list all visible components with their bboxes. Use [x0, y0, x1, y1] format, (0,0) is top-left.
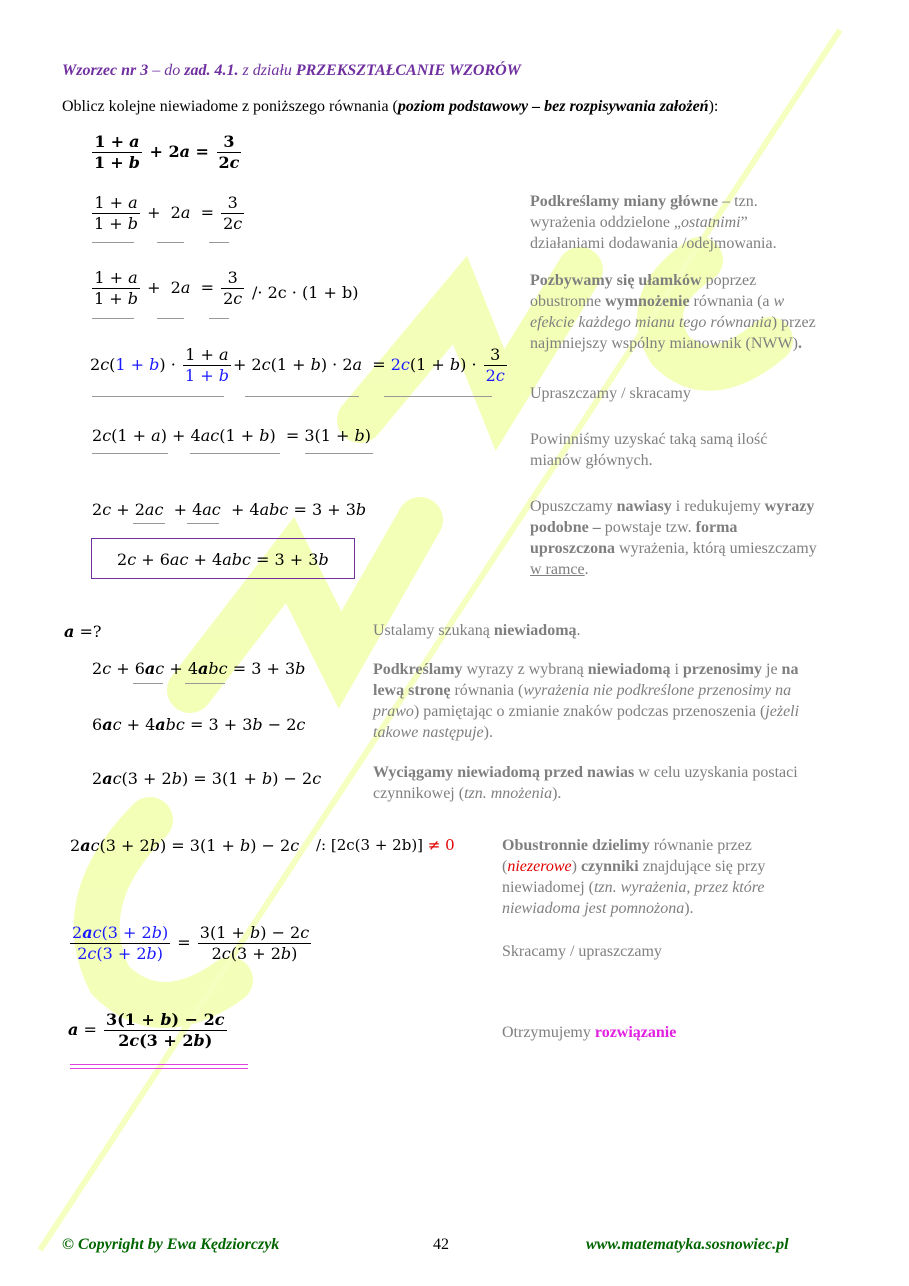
note-text: ” działaniami dodawania /odejmowania. [530, 214, 777, 252]
note-italic: jeżeli takowe następuje [373, 703, 800, 741]
note-result [502, 1022, 676, 1043]
unknown-var: a [64, 622, 75, 641]
note-text: ). [483, 724, 493, 741]
note-bold: przenosimy [682, 661, 762, 678]
note-text: – tzn. wyrażenia oddzielone „ [530, 193, 758, 231]
note-text: ). [684, 900, 694, 917]
nonzero-condition: ≠ 0 [423, 836, 455, 854]
note-bold: Podkreślamy [373, 661, 463, 678]
solution-label: rozwiązanie [594, 1024, 677, 1041]
note-text: ). [552, 785, 562, 802]
intro-instruction [62, 98, 718, 116]
equation-open-brackets: 2c + 2ac + 4ac + 4abc = 3 + 3b [92, 500, 367, 519]
underline-mark [92, 396, 224, 397]
note-bold: Wyciągamy niewiadomą przed nawias [373, 764, 635, 781]
underline-mark [384, 396, 492, 397]
equation-factored: 2ac(3 + 2b) = 3(1 + b) − 2c [92, 769, 322, 788]
note-bold: Podkreślamy miany główne [530, 193, 719, 210]
unknown-label [64, 622, 101, 641]
footer-copyright: © Copyright by Ewa Kędziorczyk [62, 1236, 280, 1253]
note-text: i [670, 661, 683, 678]
note-move-terms [373, 659, 823, 743]
multiply-operation [252, 283, 358, 302]
underline-mark [157, 318, 184, 319]
note-unknown [373, 620, 581, 641]
note-bold: czynniki [580, 858, 639, 875]
note-text: Skracamy / upraszczamy [502, 943, 662, 960]
note-bold: niewiadomą [493, 622, 577, 639]
result-double-underline [70, 1064, 248, 1069]
note-bold: . [797, 335, 802, 352]
note-text: znajdujące się przy niewiadomej ( [502, 858, 766, 896]
note-text: powstaje tzw. [600, 519, 696, 536]
note-bold: niewiadomą [587, 661, 671, 678]
underline-mark [92, 242, 134, 243]
note-bold: na lewą stronę [373, 661, 799, 699]
note-text: i redukujemy [671, 498, 765, 515]
divide-operation [316, 836, 455, 854]
note-text: ) przez najmniejszy wspólny mianownik (NWW) [530, 314, 816, 352]
intro-text: Oblicz kolejne niewiadome z poniższego równania ( [62, 98, 398, 115]
header-text: z działu [238, 62, 296, 79]
equation-expanded: 2c(1 + b) · $\frac{1 + a}{1 + b}$ + 2c(1 + b) · 2a = 2c(1 + b) · $\frac{3}{2c}$ [90, 345, 505, 385]
note-italic: wyrażenia nie podkreślone przenosimy na prawo [373, 682, 792, 720]
note-red-italic: niezerowe [507, 858, 572, 875]
equation-original: $\frac{1 + a}{1 + b}$ + 2a = $\frac{3}{2c}$ [94, 132, 240, 172]
note-text: je [762, 661, 782, 678]
note-text: Powinniśmy uzyskać taką samą ilość mianów głównych. [530, 431, 768, 469]
note-remove-fractions [530, 270, 820, 354]
task-ref: zad. 4.1. [184, 62, 239, 79]
equation-mark-terms: 2c + 6ac + 4abc = 3 + 3b [92, 659, 306, 678]
pattern-number: Wzorzec nr 3 [62, 62, 149, 79]
note-bold: forma uproszczona [530, 519, 738, 557]
note-same-count [530, 429, 820, 471]
multiply-op-text: /· 2c · (1 + b) [252, 283, 359, 302]
note-text: równania (a [689, 293, 774, 310]
note-text: w celu uzyskania postaci czynnikowej ( [373, 764, 798, 802]
underline-mark [190, 453, 280, 454]
intro-level: poziom podstawowy [397, 98, 529, 115]
note-factor-out [373, 762, 823, 804]
footer-url[interactable]: www.matematyka.sosnowiec.pl [586, 1236, 789, 1253]
underline-mark [245, 396, 359, 397]
equation-divide: 2ac(3 + 2b) = 3(1 + b) − 2c [70, 836, 300, 855]
note-text: Opuszczamy [530, 498, 617, 515]
note-text: ) pamiętając o zmianie znaków podczas przenoszenia ( [413, 703, 766, 720]
note-text: Otrzymujemy [502, 1024, 595, 1041]
equation-result: a = $\frac{3(1 + b) - 2c}{2c(3 + 2b)}$ [68, 1010, 225, 1050]
note-text: Ustalamy szukaną [373, 622, 494, 639]
underline-mark [185, 683, 225, 684]
header-text: – do [148, 62, 185, 79]
note-text: . [584, 561, 589, 578]
note-italic: tzn. mnożenia [464, 785, 553, 802]
equation-multiply: $\frac{1 + a}{1 + b}$ + 2a = $\frac{3}{2c}$ [94, 268, 243, 308]
note-text: . [576, 622, 581, 639]
divide-op-text: /: [2c(3 + 2b)] [316, 836, 424, 854]
note-text: Upraszczamy / skracamy [530, 385, 691, 402]
equation-moved-terms: 6ac + 4abc = 3 + 3b − 2c [92, 715, 306, 734]
note-text: ) [571, 858, 581, 875]
underline-mark [209, 318, 229, 319]
note-text: równanie przez ( [502, 837, 752, 875]
note-bold: wyrazy podobne – [530, 498, 815, 536]
note-divide [502, 835, 822, 919]
equation-underlined: $\frac{1 + a}{1 + b}$ + 2a = $\frac{3}{2c}$ [94, 193, 243, 233]
intro-text: ): [708, 98, 719, 115]
intro-note: – bez rozpisywania założeń [528, 98, 709, 115]
equation-simplified-form: 2c + 6ac + 4abc = 3 + 3b [117, 550, 329, 569]
note-open-brackets [530, 496, 820, 580]
underline-mark [209, 242, 229, 243]
note-text: wyrażenia, którą umieszczamy [615, 540, 817, 557]
unknown-q: =? [74, 622, 102, 641]
note-italic: ostatnimi [681, 214, 741, 231]
equation-cancel: $\frac{2ac(3 + 2b)}{2c(3 + 2b)}$ = $\frac{3(1 + b) - 2c}{2c(3 + 2b)}$ [72, 923, 310, 963]
note-text: poprzez obustronne [530, 272, 757, 310]
note-bold: Pozbywamy się ułamków [530, 272, 702, 289]
note-underlined: w ramce [530, 561, 585, 578]
underline-mark [157, 242, 184, 243]
note-simplify [530, 383, 691, 404]
underline-mark [133, 683, 163, 684]
note-bold: wymnożenie [605, 293, 690, 310]
underline-mark [92, 318, 134, 319]
underline-mark [133, 523, 165, 524]
pattern-header [62, 62, 521, 80]
page-number: 42 [433, 1236, 449, 1253]
note-bold: Obustronnie dzielimy [502, 837, 650, 854]
underline-mark [305, 453, 373, 454]
note-italic: w efekcie każdego mianu tego równania [530, 293, 785, 331]
equation-simplified: 2c(1 + a) + 4ac(1 + b) = 3(1 + b) [92, 426, 372, 445]
note-italic: tzn. wyrażenia, przez które niewiadoma jest pomnożona [502, 879, 765, 917]
section-name: PRZEKSZTAŁCANIE WZORÓW [295, 62, 521, 79]
note-underline-terms [530, 191, 820, 254]
underline-mark [92, 453, 168, 454]
note-cancel [502, 941, 662, 962]
note-text: równania ( [450, 682, 524, 699]
note-bold: nawiasy [616, 498, 672, 515]
note-text: wyrazy z wybraną [462, 661, 588, 678]
underline-mark [187, 523, 219, 524]
